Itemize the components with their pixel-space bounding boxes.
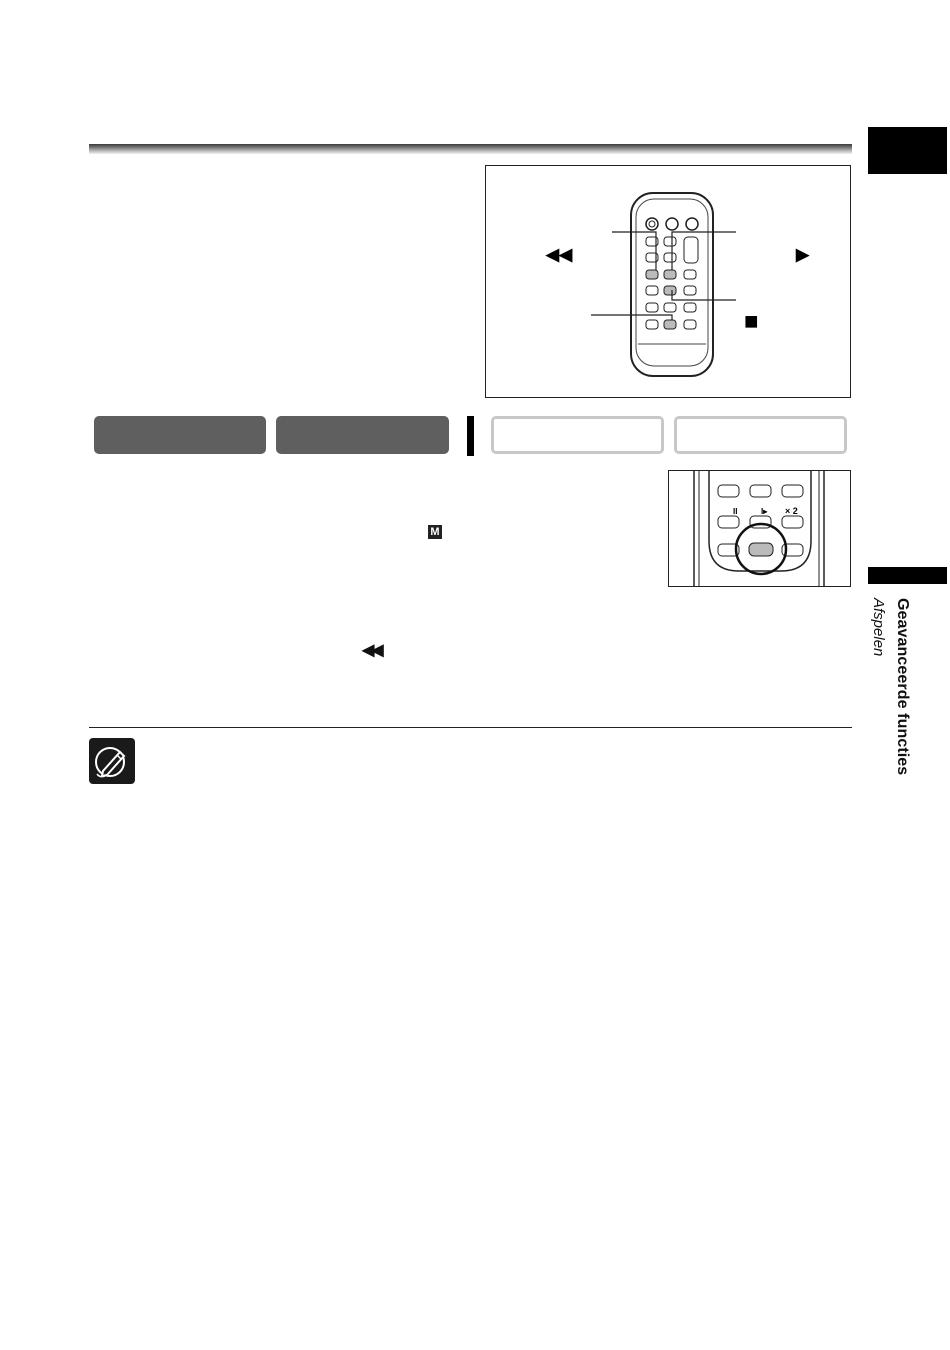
sidebar-section-subtitle: Afspelen — [870, 598, 887, 657]
mode-tab-1 — [94, 416, 266, 454]
pause-label: II — [733, 507, 738, 516]
manual-mode-icon: M — [428, 525, 442, 539]
rewind-label: ◀◀ — [546, 245, 573, 264]
note-separator — [89, 727, 852, 728]
mode-tab-divider — [467, 416, 474, 456]
remote-closeup-illustration — [669, 471, 850, 586]
rewind-icon: ◀◀ — [362, 642, 381, 659]
note-pencil-icon — [89, 738, 135, 784]
sidebar-section-title: Geavanceerde functies — [894, 598, 911, 776]
remote-control-illustration — [486, 166, 850, 397]
slow-label: I▸ — [761, 507, 768, 516]
remote-control-diagram — [485, 165, 851, 398]
section-tab — [868, 567, 947, 584]
mode-tab-2 — [276, 416, 449, 454]
mode-tab-3 — [491, 416, 664, 454]
play-label: ▶ — [796, 245, 810, 264]
chapter-tab — [868, 127, 947, 174]
stop-label: ■ — [744, 308, 759, 335]
section-title-bar — [89, 144, 852, 154]
remote-closeup-diagram — [668, 470, 851, 587]
mode-tab-4 — [674, 416, 847, 454]
x2-label: × 2 — [785, 506, 798, 516]
